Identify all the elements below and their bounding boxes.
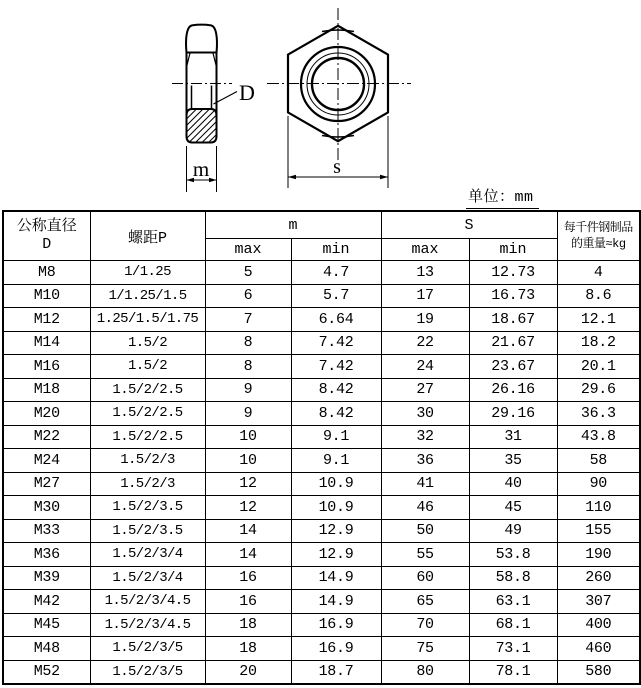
table-row <box>3 566 640 590</box>
table-cell: 1.5/2/3/5 <box>90 637 205 661</box>
table-cell: 18 <box>205 613 291 637</box>
table-cell: 21.67 <box>469 331 557 355</box>
table-cell: 14.9 <box>291 590 381 614</box>
table-cell: 1.5/2/2.5 <box>90 378 205 402</box>
table-cell: M22 <box>3 425 90 449</box>
table-cell: 68.1 <box>469 613 557 637</box>
table-cell: 20 <box>205 660 291 684</box>
table-cell: 6.64 <box>291 308 381 332</box>
table-cell: 1.5/2/3.5 <box>90 496 205 520</box>
table-cell: 49 <box>469 519 557 543</box>
table-cell: 7.42 <box>291 355 381 379</box>
d-label: D <box>239 80 255 105</box>
table-cell: 18.7 <box>291 660 381 684</box>
table-cell: 260 <box>557 566 640 590</box>
table-cell: 400 <box>557 613 640 637</box>
table-cell: 35 <box>469 449 557 473</box>
table-cell: M52 <box>3 660 90 684</box>
table-cell: 5.7 <box>291 284 381 308</box>
table-cell: 70 <box>381 613 469 637</box>
table-row <box>3 402 640 426</box>
table-cell: 40 <box>469 472 557 496</box>
table-cell: 580 <box>557 660 640 684</box>
table-cell: 14 <box>205 519 291 543</box>
header-pitch: 螺距P <box>90 211 205 261</box>
table-cell: 30 <box>381 402 469 426</box>
table-cell: 41 <box>381 472 469 496</box>
s-arrow-right <box>380 175 388 180</box>
table-cell: M12 <box>3 308 90 332</box>
s-arrow-left <box>288 175 296 180</box>
table-cell: 6 <box>205 284 291 308</box>
table-cell: M27 <box>3 472 90 496</box>
header-weight-line1: 每千件钢制品 <box>563 221 633 235</box>
table-cell: 18.2 <box>557 331 640 355</box>
table-cell: 53.8 <box>469 543 557 567</box>
table-cell: 23.67 <box>469 355 557 379</box>
table-row <box>3 425 640 449</box>
table-cell: 1/1.25/1.5 <box>90 284 205 308</box>
table-row <box>3 355 640 379</box>
table-cell: 14 <box>205 543 291 567</box>
table-cell: 12.9 <box>291 543 381 567</box>
table-cell: 10 <box>205 425 291 449</box>
table-cell: 26.16 <box>469 378 557 402</box>
table-cell: 1.5/2/3/4 <box>90 566 205 590</box>
table-cell: 9.1 <box>291 449 381 473</box>
table-cell: 43.8 <box>557 425 640 449</box>
table-header <box>3 211 640 261</box>
table-cell: 8 <box>205 355 291 379</box>
header-m-max: max <box>205 239 291 261</box>
table-cell: 36 <box>381 449 469 473</box>
table-row <box>3 261 640 285</box>
table-row <box>3 378 640 402</box>
table-cell: 36.3 <box>557 402 640 426</box>
table-cell: 60 <box>381 566 469 590</box>
table-cell: 16 <box>205 590 291 614</box>
table-cell: 155 <box>557 519 640 543</box>
table-cell: 73.1 <box>469 637 557 661</box>
table-cell: 1.5/2/2.5 <box>90 425 205 449</box>
table-cell: M20 <box>3 402 90 426</box>
table-cell: 9 <box>205 378 291 402</box>
header-nominal-diameter-line2: D <box>42 236 52 253</box>
table-cell: 1.5/2/3 <box>90 472 205 496</box>
table-cell: 12 <box>205 496 291 520</box>
table-cell: 27 <box>381 378 469 402</box>
table-cell: 12.9 <box>291 519 381 543</box>
spec-table <box>2 210 641 685</box>
table-row <box>3 449 640 473</box>
table-cell: M42 <box>3 590 90 614</box>
table-cell: M18 <box>3 378 90 402</box>
table-cell: 1.5/2/3/4.5 <box>90 613 205 637</box>
table-cell: 75 <box>381 637 469 661</box>
table-cell: 16.9 <box>291 637 381 661</box>
table-row <box>3 496 640 520</box>
table-cell: 78.1 <box>469 660 557 684</box>
table-row <box>3 590 640 614</box>
table-cell: 1.25/1.5/1.75 <box>90 308 205 332</box>
header-s: S <box>381 211 557 239</box>
table-cell: 22 <box>381 331 469 355</box>
table-row <box>3 519 640 543</box>
table-cell: 1.5/2/2.5 <box>90 402 205 426</box>
table-row <box>3 660 640 684</box>
table-cell: 65 <box>381 590 469 614</box>
table-cell: M14 <box>3 331 90 355</box>
table-cell: 4.7 <box>291 261 381 285</box>
table-cell: 8.42 <box>291 378 381 402</box>
table-cell: 24 <box>381 355 469 379</box>
header-nominal-diameter <box>3 211 90 261</box>
table-cell: 7 <box>205 308 291 332</box>
table-cell: 16.9 <box>291 613 381 637</box>
table-cell: 18.67 <box>469 308 557 332</box>
table-row <box>3 284 640 308</box>
table-cell: 17 <box>381 284 469 308</box>
table-cell: 12.73 <box>469 261 557 285</box>
table-cell: 10.9 <box>291 472 381 496</box>
table-cell: 8 <box>205 331 291 355</box>
table-cell: 10.9 <box>291 496 381 520</box>
table-cell: 12 <box>205 472 291 496</box>
table-cell: 460 <box>557 637 640 661</box>
table-cell: 46 <box>381 496 469 520</box>
table-cell: 63.1 <box>469 590 557 614</box>
s-label: s <box>333 156 341 178</box>
table-cell: 18 <box>205 637 291 661</box>
table-cell: 1.5/2/3/4 <box>90 543 205 567</box>
unit-note: 单位：mm <box>466 189 539 209</box>
table-cell: M39 <box>3 566 90 590</box>
header-m-min: min <box>291 239 381 261</box>
table-cell: M16 <box>3 355 90 379</box>
table-cell: 29.16 <box>469 402 557 426</box>
table-cell: 1.5/2/3/4.5 <box>90 590 205 614</box>
header-nominal-diameter-line1: 公称直径 <box>16 218 77 235</box>
table-cell: 16.73 <box>469 284 557 308</box>
table-cell: 1.5/2/3/5 <box>90 660 205 684</box>
table-cell: 4 <box>557 261 640 285</box>
table-body <box>3 261 640 685</box>
table-cell: 19 <box>381 308 469 332</box>
table-cell: 55 <box>381 543 469 567</box>
table-row <box>3 331 640 355</box>
table-cell: 307 <box>557 590 640 614</box>
table-row <box>3 308 640 332</box>
table-cell: 32 <box>381 425 469 449</box>
table-cell: 45 <box>469 496 557 520</box>
table-cell: 31 <box>469 425 557 449</box>
m-label: m <box>192 157 210 181</box>
table-cell: 12.1 <box>557 308 640 332</box>
hex-view <box>267 8 411 188</box>
table-cell: 14.9 <box>291 566 381 590</box>
table-cell: 1.5/2/3.5 <box>90 519 205 543</box>
table-cell: 1/1.25 <box>90 261 205 285</box>
table-cell: 50 <box>381 519 469 543</box>
table-cell: 58 <box>557 449 640 473</box>
table-cell: 1.5/2/3 <box>90 449 205 473</box>
side-view <box>172 25 255 192</box>
table-cell: 1.5/2 <box>90 355 205 379</box>
table-cell: 110 <box>557 496 640 520</box>
table-cell: 10 <box>205 449 291 473</box>
header-s-min: min <box>469 239 557 261</box>
table-cell: 80 <box>381 660 469 684</box>
table-row <box>3 472 640 496</box>
table-cell: M30 <box>3 496 90 520</box>
table-cell: M8 <box>3 261 90 285</box>
table-cell: 9 <box>205 402 291 426</box>
header-weight-line2: 的重量≈kg <box>570 237 626 251</box>
m-arrow-right <box>209 178 217 183</box>
table-row <box>3 543 640 567</box>
table-cell: M48 <box>3 637 90 661</box>
side-view-cap-outline <box>186 25 217 53</box>
table-cell: 1.5/2 <box>90 331 205 355</box>
table-cell: 20.1 <box>557 355 640 379</box>
table-cell: 9.1 <box>291 425 381 449</box>
table-cell: 90 <box>557 472 640 496</box>
header-m: m <box>205 211 381 239</box>
table-cell: M10 <box>3 284 90 308</box>
header-weight <box>557 211 640 261</box>
table-row <box>3 637 640 661</box>
table-cell: 5 <box>205 261 291 285</box>
table-cell: 7.42 <box>291 331 381 355</box>
table-cell: M45 <box>3 613 90 637</box>
technical-drawing <box>0 0 641 210</box>
header-s-max: max <box>381 239 469 261</box>
table-cell: 190 <box>557 543 640 567</box>
table-cell: 58.8 <box>469 566 557 590</box>
side-view-bore-walls <box>192 86 212 109</box>
table-cell: 29.6 <box>557 378 640 402</box>
table-cell: M24 <box>3 449 90 473</box>
table-cell: 13 <box>381 261 469 285</box>
table-cell: 8.6 <box>557 284 640 308</box>
side-view-hatch-block <box>187 109 217 143</box>
table-cell: 8.42 <box>291 402 381 426</box>
table-cell: M36 <box>3 543 90 567</box>
table-row <box>3 613 640 637</box>
table-cell: 16 <box>205 566 291 590</box>
table-cell: M33 <box>3 519 90 543</box>
